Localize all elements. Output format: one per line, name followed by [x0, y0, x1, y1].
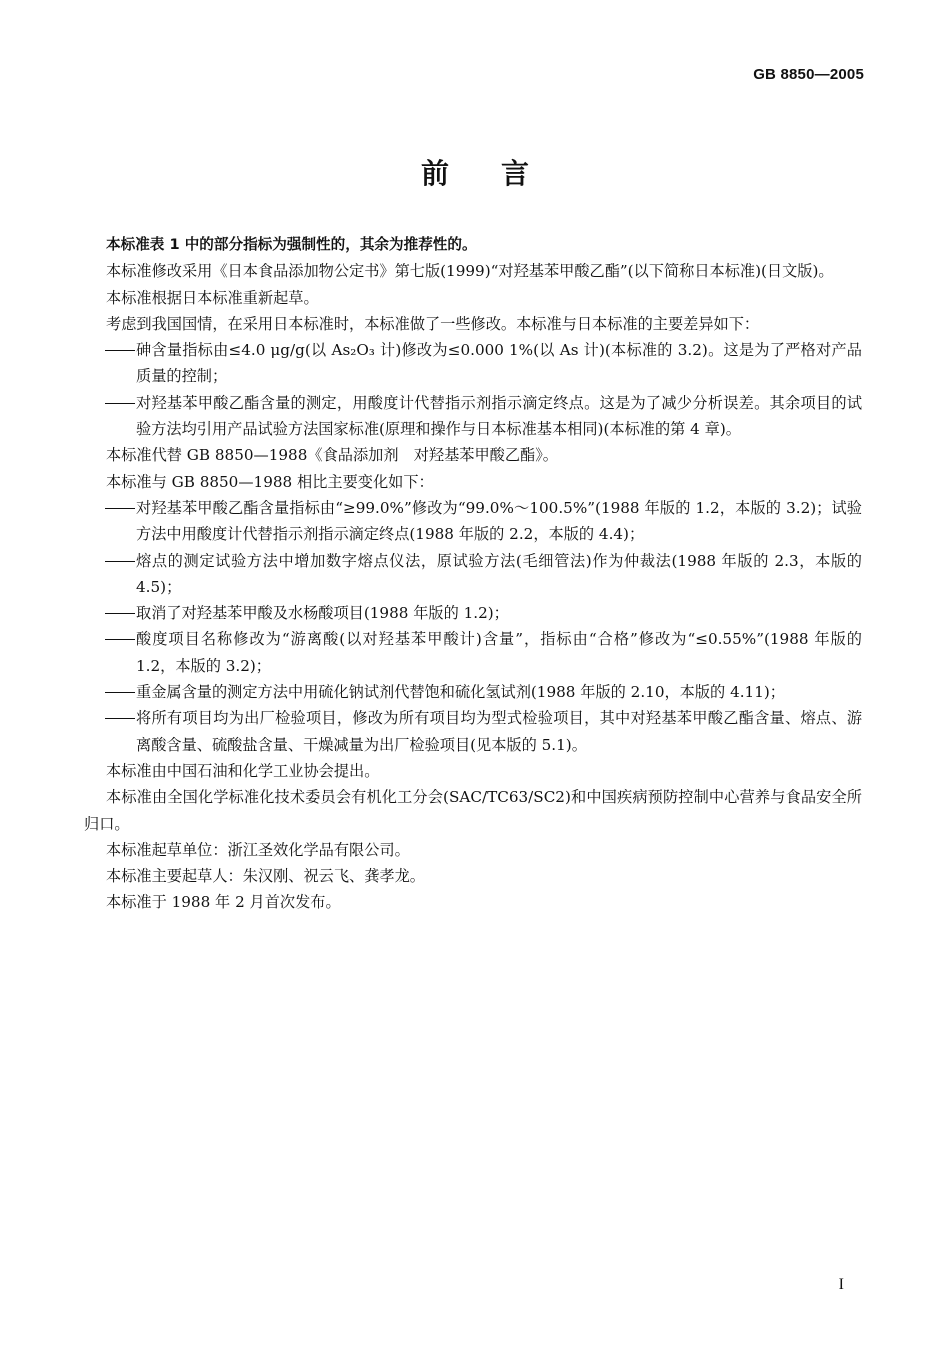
list-item — [84, 337, 862, 390]
list-item-text: 将所有项目均为出厂检验项目，修改为所有项目均为型式检验项目，其中对羟基苯甲酸乙酯含量、熔点、游离酸含量、硫酸盐含量、干燥减量为出厂检验项目(见本版的 5.1)。 — [136, 709, 862, 754]
paragraph-differences-intro: 考虑到我国国情，在采用日本标准时，本标准做了一些修改。本标准与日本标准的主要差异如下： — [106, 314, 760, 333]
list-item — [84, 390, 862, 443]
standard-code: GB 8850—2005 — [753, 66, 864, 83]
list-item-text: 熔点的测定试验方法中增加数字熔点仪法，原试验方法(毛细管法)作为仲裁法(1988 年版的 2.3，本版的 4.5)； — [136, 551, 862, 596]
list-item — [84, 626, 862, 679]
paragraph-redraft: 本标准根据日本标准重新起草。 — [106, 288, 319, 307]
list-item-text: 酸度项目名称修改为“游离酸(以对羟基苯甲酸计)含量”，指标由“合格”修改为“≤0.55%”(1988 年版的 1.2，本版的 3.2)； — [136, 630, 862, 675]
list-item — [84, 548, 862, 601]
paragraph-mandatory-note: 本标准表 1 中的部分指标为强制性的，其余为推荐性的。 — [106, 236, 477, 253]
list-item-text: 重金属含量的测定方法中用硫化钠试剂代替饱和硫化氢试剂(1988 年版的 2.10，本版的 4.11)； — [136, 683, 785, 702]
list-item — [84, 705, 862, 758]
list-item-text: 取消了对羟基苯甲酸及水杨酸项目(1988 年版的 1.2)； — [136, 604, 509, 623]
list-item-text: 砷含量指标由≤4.0 μg/g(以 As₂O₃ 计)修改为≤0.000 1%(以 As 计)(本标准的 3.2)。这是为了严格对产品质量的控制； — [136, 341, 862, 386]
list-item-text: 对羟基苯甲酸乙酯含量的测定，用酸度计代替指示剂指示滴定终点。这是为了减少分析误差。其余项目的试验方法均引用产品试验方法国家标准(原理和操作与日本标准基本相同)(本标准的第 4 章)。 — [136, 393, 862, 439]
page-number: I — [838, 1276, 844, 1293]
paragraph-drafting-unit: 本标准起草单位：浙江圣效化学品有限公司。 — [106, 840, 410, 859]
paragraph-proposer: 本标准由中国石油和化学工业协会提出。 — [106, 761, 380, 780]
paragraph-adoption: 本标准修改采用《日本食品添加物公定书》第七版(1999)“对羟基苯甲酸乙酯”(以下简称日本标准)(日文版)。 — [106, 262, 834, 281]
list-item — [84, 495, 862, 548]
paragraph-drafters: 本标准主要起草人：朱汉刚、祝云飞、龚孝龙。 — [106, 867, 425, 886]
list-item — [84, 600, 862, 626]
paragraph-first-issue: 本标准于 1988 年 2 月首次发布。 — [106, 893, 341, 912]
list-item-text: 对羟基苯甲酸乙酯含量指标由“≥99.0%”修改为“99.0%～100.5%”(1988 年版的 1.2，本版的 3.2)；试验方法中用酸度计代替指示剂指示滴定终点(1988 年版的 2.2，本版的 4.4)； — [136, 498, 862, 544]
paragraph-administrator: 本标准由全国化学标准化技术委员会有机化工分会(SAC/TC63/SC2)和中国疾病预防控制中心营养与食品安全所归口。 — [84, 788, 862, 833]
page-title: 前言 — [420, 157, 581, 190]
list-item — [84, 679, 862, 705]
paragraph-changes-intro: 本标准与 GB 8850—1988 相比主要变化如下： — [106, 472, 434, 491]
paragraph-replaces: 本标准代替 GB 8850—1988《食品添加剂 对羟基苯甲酸乙酯》。 — [106, 446, 558, 465]
foreword-body — [84, 232, 862, 916]
